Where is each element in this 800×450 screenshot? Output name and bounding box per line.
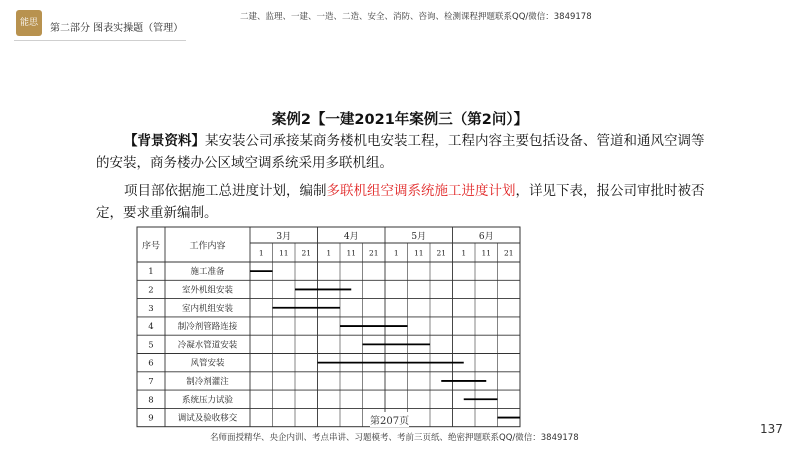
background-label: 【背景资料】: [124, 133, 205, 149]
row-task-name: 室外机组安装: [181, 285, 234, 296]
row-seq: 2: [148, 285, 154, 296]
day-label: 11: [413, 248, 424, 258]
row-seq: 7: [148, 376, 154, 387]
row-task-name: 调试及验收移交: [177, 413, 238, 424]
row-task-name: 制冷剂管路连接: [177, 322, 238, 333]
day-label: 11: [278, 248, 289, 258]
row-task-name: 室内机组安装: [181, 303, 234, 314]
page-number: 137: [760, 422, 783, 436]
day-label: 1: [326, 248, 332, 258]
row-seq: 5: [148, 340, 154, 351]
row-task-name: 制冷剂灌注: [186, 376, 229, 387]
logo: 能思: [16, 10, 42, 36]
schedule-text-a: 项目部依据施工总进度计划，编制: [124, 183, 327, 199]
header-contact: 二建、监理、一建、一造、二造、安全、消防、咨询、检测课程押题联系QQ/微信：3849178: [240, 12, 592, 22]
row-seq: 9: [148, 413, 154, 424]
day-label: 21: [503, 248, 514, 258]
month-label: 4月: [343, 232, 359, 242]
header-content: 工作内容: [189, 241, 226, 252]
day-label: 11: [481, 248, 492, 258]
row-task-name: 冷凝水管道安装: [177, 340, 238, 351]
case-title: 案例2【一建2021年案例三（第2问）】: [271, 112, 529, 128]
row-seq: 6: [148, 358, 154, 369]
row-task-name: 风管安装: [190, 358, 225, 369]
page-label: 第207页: [370, 412, 409, 427]
schedule-highlight: 多联机组空调系统施工进度计划: [326, 183, 516, 199]
day-label: 1: [461, 248, 467, 258]
day-label: 1: [258, 248, 264, 258]
header-seq: 序号: [141, 241, 161, 252]
row-seq: 1: [148, 267, 154, 278]
day-label: 21: [436, 248, 447, 258]
background-text: 某安装公司承接某商务楼机电安装工程，工程内容主要包括设备、管道和通风空调等的安装，商务楼办公区域空调系统采用多联机组。: [96, 133, 705, 171]
day-label: 1: [393, 248, 399, 258]
month-label: 3月: [276, 232, 292, 242]
day-label: 21: [301, 248, 312, 258]
section-title: 第二部分 图表实操题（管理）: [50, 23, 184, 34]
row-task-name: 施工准备: [190, 267, 225, 278]
day-label: 21: [368, 248, 379, 258]
row-seq: 8: [148, 395, 154, 406]
month-label: 5月: [411, 232, 427, 242]
row-task-name: 系统压力试验: [181, 395, 234, 406]
schedule-text-b: ，详见下表，报公司审批时被否定，要求重新编制。: [96, 183, 705, 221]
day-label: 11: [346, 248, 357, 258]
row-seq: 3: [148, 303, 154, 314]
footer-contact: 名师面授精华、央企内训、考点串讲、习题模考、考前三页纸、绝密押题联系QQ/微信：3849178: [210, 433, 579, 443]
row-seq: 4: [148, 322, 154, 333]
month-label: 6月: [478, 232, 494, 242]
